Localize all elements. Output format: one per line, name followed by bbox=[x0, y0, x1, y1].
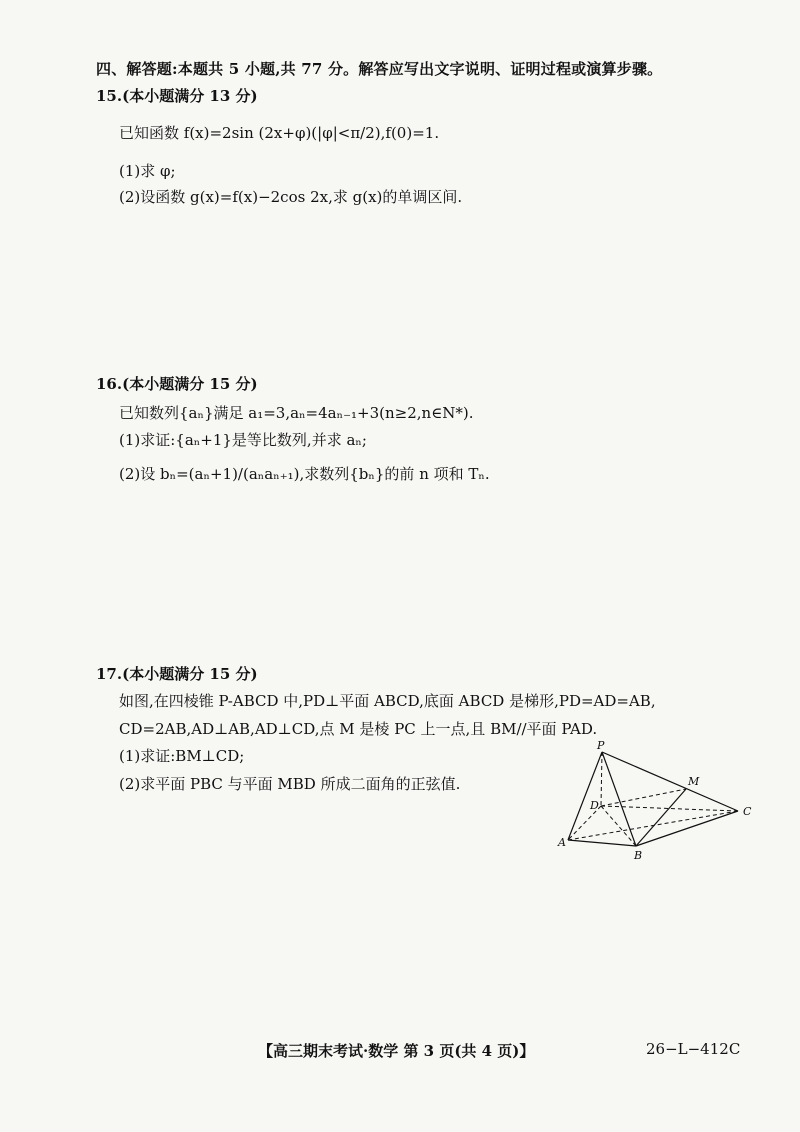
q16-header: 16.(本小题满分 15 分) bbox=[96, 375, 258, 393]
edge-PD bbox=[601, 752, 602, 806]
edge-AB bbox=[568, 840, 636, 846]
label-A: A bbox=[558, 836, 566, 849]
label-C: C bbox=[743, 805, 752, 818]
edge-AC bbox=[568, 811, 738, 840]
label-B: B bbox=[634, 849, 643, 862]
label-D: D bbox=[590, 799, 599, 812]
footer-title: 【高三期末考试·数学 第 3 页(共 4 页)】 bbox=[258, 1042, 535, 1060]
q17-header: 17.(本小题满分 15 分) bbox=[96, 665, 258, 683]
q17-line-2: CD=2AB,AD⊥AB,AD⊥CD,点 M 是棱 PC 上一点,且 BM//平面 PAD. bbox=[119, 720, 598, 738]
edge-DB bbox=[601, 806, 636, 846]
pyramid-figure bbox=[548, 738, 768, 863]
q17-line-3: (1)求证:BM⊥CD; bbox=[119, 747, 245, 765]
q15-line-3: (2)设函数 g(x)=f(x)−2cos 2x,求 g(x)的单调区间. bbox=[119, 188, 463, 206]
q17-line-1: 如图,在四棱锥 P-ABCD 中,PD⊥平面 ABCD,底面 ABCD 是梯形,PD=AD=AB, bbox=[119, 692, 656, 710]
q15-header: 15.(本小题满分 13 分) bbox=[96, 87, 258, 105]
label-M: M bbox=[688, 775, 700, 788]
q17-line-4: (2)求平面 PBC 与平面 MBD 所成二面角的正弦值. bbox=[119, 775, 461, 793]
section-heading: 四、解答题:本题共 5 小题,共 77 分。解答应写出文字说明、证明过程或演算步骤。 bbox=[96, 60, 663, 78]
edge-PA bbox=[568, 752, 602, 840]
q15-line-1: 已知函数 f(x)=2sin (2x+φ)(|φ|<π/2),f(0)=1. bbox=[119, 124, 440, 142]
q15-line-2: (1)求 φ; bbox=[119, 162, 176, 180]
q16-line-1: 已知数列{aₙ}满足 a₁=3,aₙ=4aₙ₋₁+3(n≥2,n∈N*). bbox=[119, 404, 474, 422]
label-P: P bbox=[597, 739, 605, 752]
q16-line-2: (1)求证:{aₙ+1}是等比数列,并求 aₙ; bbox=[119, 431, 367, 449]
edge-PB bbox=[602, 752, 636, 846]
footer-code: 26−L−412C bbox=[646, 1040, 741, 1058]
q16-line-3: (2)设 bₙ=(aₙ+1)/(aₙaₙ₊₁),求数列{bₙ}的前 n 项和 Tₙ. bbox=[119, 465, 490, 483]
